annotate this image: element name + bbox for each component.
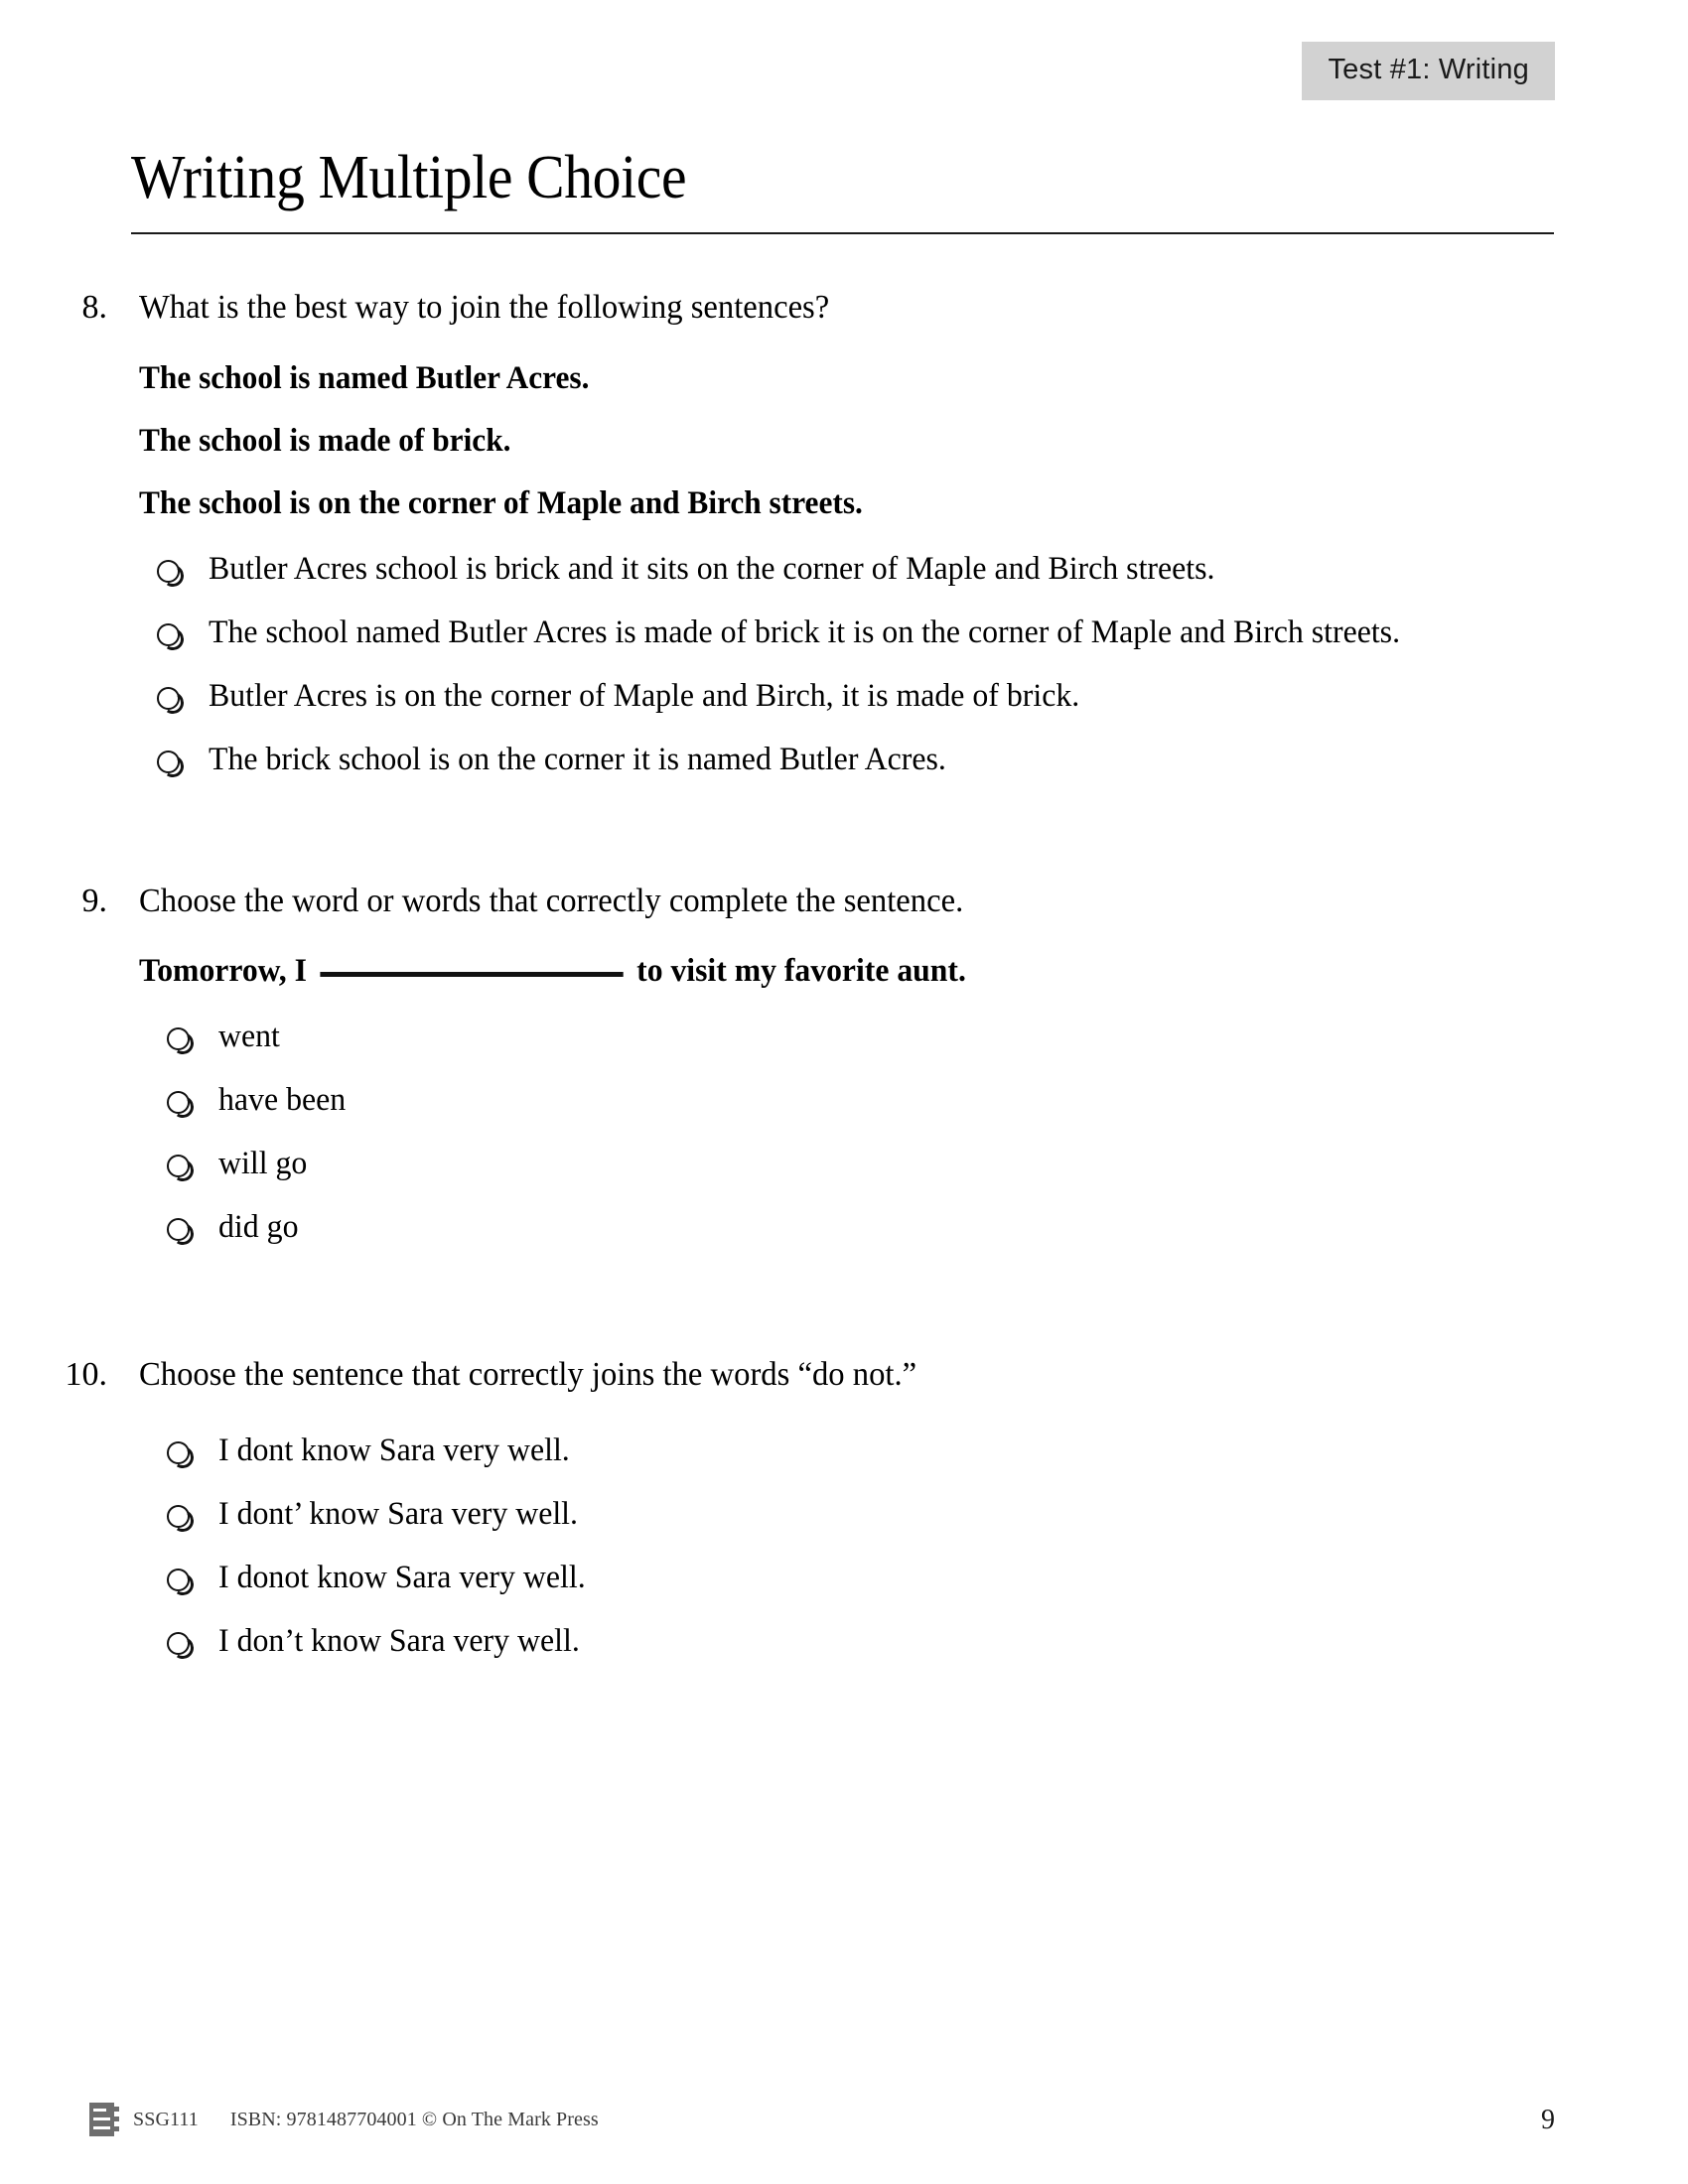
question-9-stem-sentences	[139, 950, 1569, 992]
option-item[interactable]	[161, 1557, 1569, 1600]
question-9-prompt: Choose the word or words that correctly complete the sentence.	[139, 882, 964, 919]
option-label: I dont’ know Sara very well.	[218, 1496, 578, 1533]
option-item[interactable]	[151, 548, 1569, 592]
question-spacer	[0, 782, 1688, 880]
question-10-prompt: Choose the sentence that correctly joins the words “do not.”	[139, 1355, 917, 1393]
question-8-options	[151, 548, 1569, 782]
option-item[interactable]	[161, 1143, 1569, 1186]
radio-circle-icon[interactable]	[167, 1632, 190, 1655]
radio-circle-icon[interactable]	[167, 1441, 190, 1464]
option-label: Butler Acres is on the corner of Maple and Birch, it is made of brick.	[209, 677, 1080, 714]
test-section-badge: Test #1: Writing	[1302, 42, 1555, 100]
question-9	[0, 880, 1688, 1250]
question-10	[0, 1353, 1688, 1664]
option-label: The school named Butler Acres is made of brick it is on the corner of Maple and Birch streets.	[209, 614, 1401, 651]
question-10-number: 10.	[65, 1355, 107, 1393]
question-spacer	[0, 1250, 1688, 1353]
option-item[interactable]	[151, 612, 1569, 655]
questions-container	[0, 286, 1688, 1664]
radio-circle-icon[interactable]	[157, 560, 180, 583]
question-8-stem-sentences	[139, 357, 1569, 525]
radio-circle-icon[interactable]	[167, 1091, 190, 1114]
fill-in-the-blank-sentence	[139, 950, 1511, 992]
option-label: I dont know Sara very well.	[218, 1433, 570, 1469]
question-10-options	[161, 1430, 1569, 1664]
option-label: did go	[218, 1209, 299, 1246]
notebook-icon	[89, 2103, 119, 2136]
option-label: Butler Acres school is brick and it sits on the corner of Maple and Birch streets.	[209, 551, 1215, 588]
stem-sentence: The school is named Butler Acres.	[139, 359, 590, 396]
page-number: 9	[1541, 2105, 1555, 2135]
page-title: Writing Multiple Choice	[131, 144, 687, 211]
option-item[interactable]	[161, 1620, 1569, 1664]
option-item[interactable]	[161, 1206, 1569, 1250]
option-label: will go	[218, 1146, 308, 1182]
option-label: went	[218, 1019, 280, 1055]
radio-circle-icon[interactable]	[157, 687, 180, 710]
radio-circle-icon[interactable]	[167, 1027, 190, 1050]
option-label: I donot know Sara very well.	[218, 1560, 586, 1596]
question-8	[0, 286, 1688, 782]
question-9-number: 9.	[81, 882, 107, 919]
radio-circle-icon[interactable]	[167, 1218, 190, 1241]
option-item[interactable]	[151, 675, 1569, 719]
footer-product-code: SSG111	[133, 2108, 199, 2130]
radio-circle-icon[interactable]	[157, 623, 180, 646]
option-label: The brick school is on the corner it is named Butler Acres.	[209, 741, 946, 777]
radio-circle-icon[interactable]	[167, 1569, 190, 1591]
question-8-number: 8.	[81, 289, 107, 326]
title-divider	[131, 232, 1554, 234]
option-item[interactable]	[161, 1016, 1569, 1059]
option-item[interactable]	[161, 1430, 1569, 1473]
stem-sentence: The school is made of brick.	[139, 422, 511, 459]
radio-circle-icon[interactable]	[167, 1155, 190, 1177]
radio-circle-icon[interactable]	[157, 751, 180, 773]
page-footer	[89, 2093, 1555, 2136]
option-item[interactable]	[151, 739, 1569, 782]
option-label: have been	[218, 1082, 347, 1119]
question-9-options	[161, 1016, 1569, 1250]
blank-sentence-after: to visit my favorite aunt.	[636, 953, 966, 990]
stem-sentence: The school is on the corner of Maple and Birch streets.	[139, 484, 863, 521]
option-item[interactable]	[161, 1493, 1569, 1537]
radio-circle-icon[interactable]	[167, 1505, 190, 1528]
footer-isbn-copyright: ISBN: 9781487704001 © On The Mark Press	[229, 2108, 599, 2130]
footer-imprint	[89, 2103, 599, 2136]
option-label: I don’t know Sara very well.	[218, 1623, 580, 1660]
title-block	[131, 144, 1554, 242]
option-item[interactable]	[161, 1079, 1569, 1123]
blank-sentence-before: Tomorrow, I	[139, 953, 307, 990]
question-8-prompt: What is the best way to join the following sentences?	[139, 289, 830, 326]
answer-blank-line[interactable]	[320, 972, 623, 977]
